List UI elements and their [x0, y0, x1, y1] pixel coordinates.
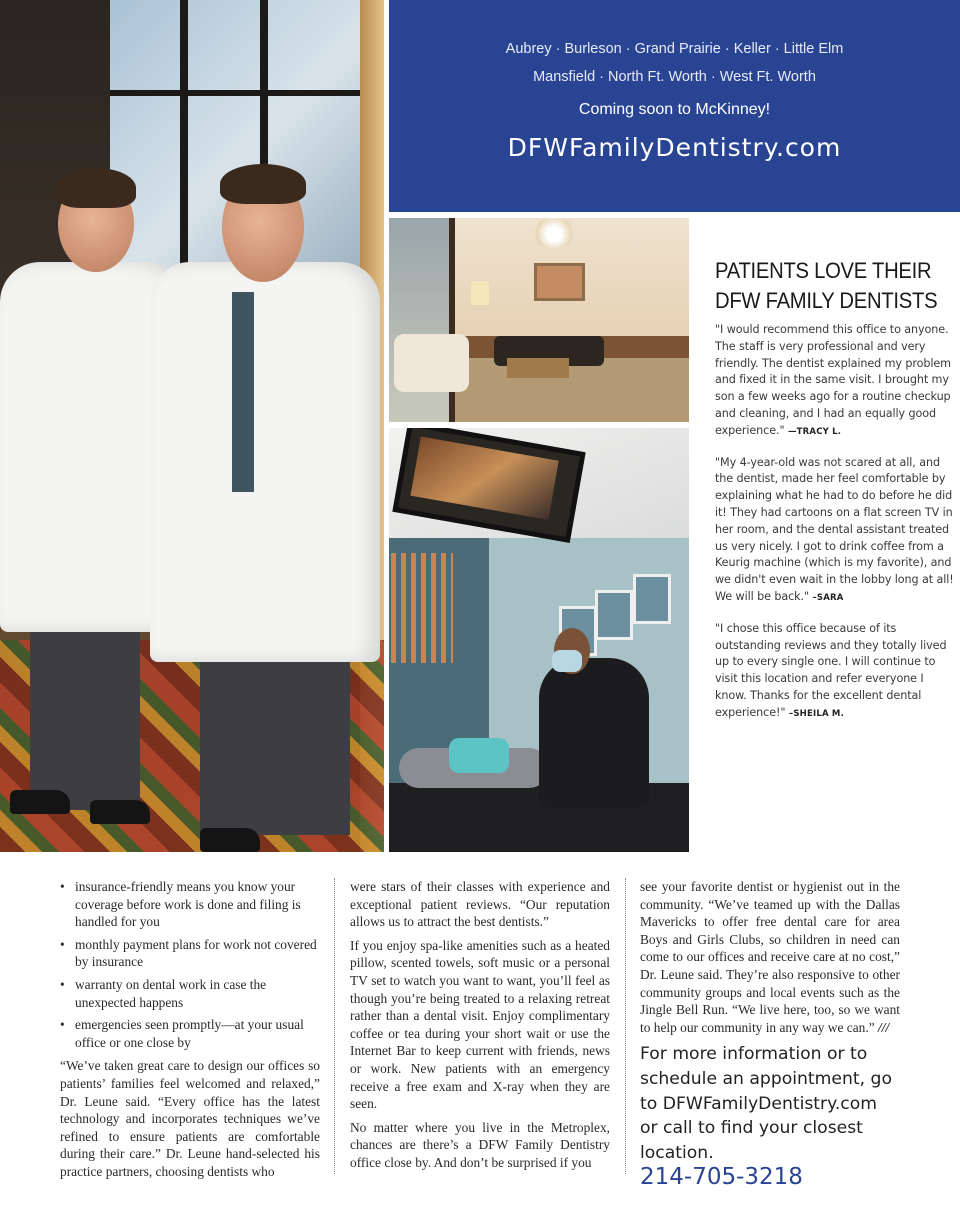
dentists-photo [0, 0, 384, 852]
testimonial-quote [715, 455, 955, 607]
window-mullion [110, 90, 360, 96]
list-item: • insurance-friendly means you know your coverage before work is done and filing is handled for you [60, 878, 320, 931]
locations-banner [389, 0, 960, 212]
dentist-right-coat [150, 262, 380, 662]
dentist-right-hair [220, 164, 306, 204]
testimonial-text: "I chose this office because of its outstanding reviews and they totally lived up to every single one. I will continue to visit this location and refer everyone I know. Thanks for the excellent dental experience!" [715, 621, 947, 719]
dentist-left-shoe [90, 800, 150, 824]
lobby-lamp [471, 281, 489, 305]
article-column-3 [640, 878, 900, 1191]
coming-soon-text: Coming soon to McKinney! [578, 101, 771, 118]
dentist-left-hair [56, 168, 136, 208]
wood-slat-art [391, 553, 453, 663]
hygienist-mask [552, 650, 582, 672]
lobby-chair [394, 334, 469, 392]
testimonials-heading-line-1: PATIENTS LOVE THEIR [715, 258, 932, 283]
article-paragraph [640, 878, 900, 1036]
list-item: • warranty on dental work in case the unexpected happens [60, 976, 320, 1011]
lobby-artwork [534, 263, 585, 301]
dentist-right-shoe [200, 828, 260, 852]
testimonial-text: "My 4-year-old was not scared at all, and the dentist, made her feel comfortable by explaining what he had to do before he did it! They had cartoons on a flat screen TV in her room, and the dental assistant treated us very nicely. I got to drink coffee from a Keurig machine (which is my favorite), and we didn't even wait in the lobby long at all! We will be back." [715, 455, 954, 603]
column-divider [625, 878, 626, 1174]
article-column-1 [60, 878, 320, 1187]
list-item: • monthly payment plans for work not covered by insurance [60, 936, 320, 971]
cities-line-2: Mansfield · North Ft. Worth · West Ft. Worth [533, 69, 816, 85]
list-item: • emergencies seen promptly—at your usual office or one close by [60, 1016, 320, 1051]
dentist-left-shoe [10, 790, 70, 814]
cities-line-1: Aubrey · Burleson · Grand Prairie · Keller · Little Elm [505, 41, 844, 57]
dentist-right-tie [232, 292, 254, 492]
exam-room-photo [389, 428, 689, 852]
testimonial-quote [715, 322, 955, 441]
article-paragraph-text: see your favorite dentist or hygienist out in the community. “We’ve teamed up with the Dallas Mavericks to offer free dental care for area Boys and Girls Clubs, so children in need can come to our offices and receive care at no cost,” Dr. Leune said. They’re also responsive to other community groups and local events such as the Jingle Bell Run. “We live here, too, so we want to help our community in any way we can.” [640, 879, 900, 1035]
patient-bib [449, 738, 509, 773]
article-paragraph: were stars of their classes with experience and exceptional patient reviews. “Our reputation allows us to attract the best dentists.” [350, 879, 610, 930]
lobby-photo [389, 218, 689, 422]
end-mark: /// [878, 1019, 890, 1035]
article-column-2 [350, 878, 610, 1178]
column-divider [334, 878, 335, 1174]
wall-art [633, 574, 671, 624]
article-paragraph: “We’ve taken great care to design our offices so patients’ families feel welcomed and relaxed,” Dr. Leune said. “Every office has the latest technology and incorporates techniques we’ve refined to ensure patients are comfortable during their care.” Dr. Leune hand-selected his practice partners, choosing dentists who [60, 1058, 320, 1179]
testimonials-section [715, 258, 955, 737]
testimonial-author: –SARA [812, 592, 844, 603]
lobby-coffee-table [507, 358, 569, 378]
website-link[interactable]: DFWFamilyDentistry.com [507, 133, 842, 162]
testimonial-author: —TRACY L. [787, 426, 842, 437]
call-to-action: For more information or to schedule an appointment, go to DFWFamilyDentistry.com or call to find your closest location. [640, 1044, 892, 1163]
article-paragraph: If you enjoy spa-like amenities such as a heated pillow, scented towels, soft music or a personal TV set to watch you want to want, you’ll feel as though you’re being treated to a relaxing retreat rather than a dental visit. Enjoy complimentary coffee or tea during your short wait or use the Internet Bar to keep current with friends, news or work. New patients with an emergency receive a free exam and X-ray when they are seen. [350, 937, 610, 1112]
benefits-list [60, 878, 320, 1051]
phone-number[interactable]: 214-705-3218 [640, 1164, 803, 1191]
testimonial-text: "I would recommend this office to anyone. The staff is very professional and very friendly. The dentist explained my problem and fixed it in the same visit. I brought my son a few weeks ago for a routine checkup and cleaning, and I had an equally good experience." [715, 323, 951, 437]
hygienist [539, 658, 649, 808]
testimonials-heading-line-2: DFW FAMILY DENTISTS [715, 288, 938, 313]
testimonial-author: –SHEILA M. [788, 708, 845, 719]
wall-art [595, 590, 633, 640]
testimonial-quote [715, 621, 955, 723]
lobby-chandelier [529, 220, 579, 248]
article-paragraph: No matter where you live in the Metroplex, chances are there’s a DFW Family Dentistry office close by. And don’t be surprised if you [350, 1119, 610, 1170]
